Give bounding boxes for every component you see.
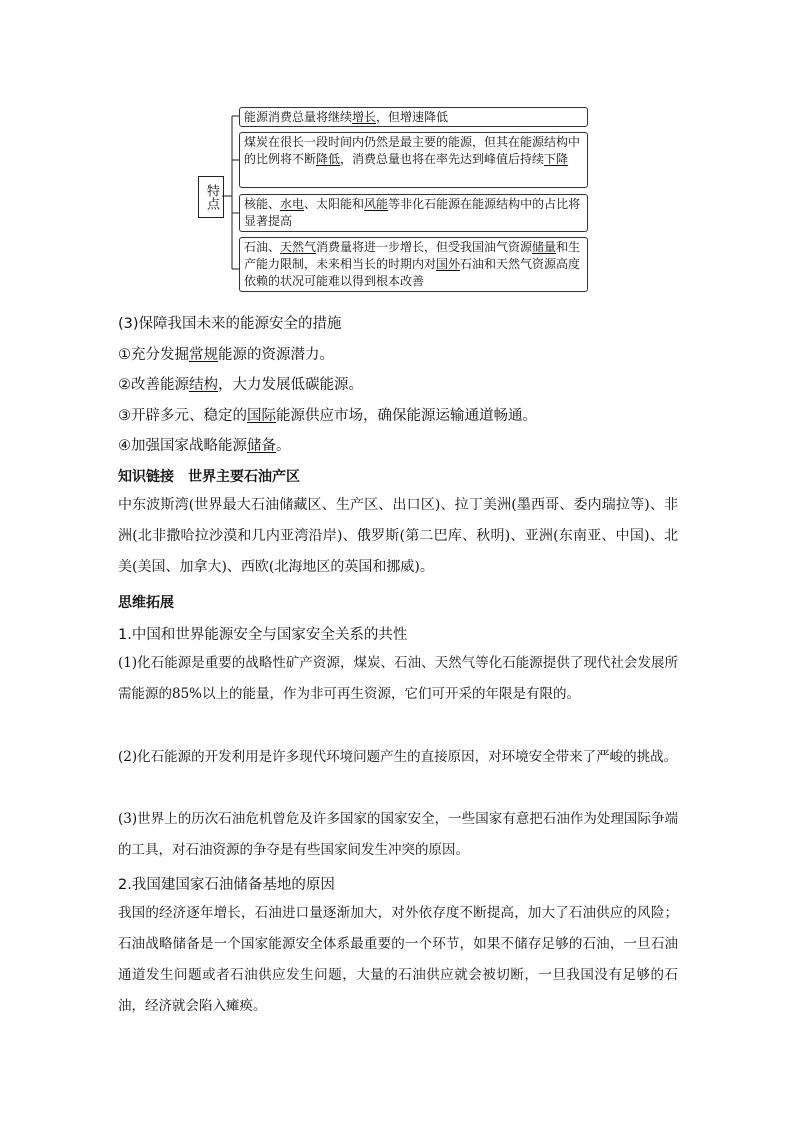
feature-text-2 <box>244 134 583 168</box>
underlined-keyword: 下降 <box>544 152 569 166</box>
text-segment: ，但增速降低 <box>376 110 449 124</box>
underlined-keyword: 储备 <box>247 438 276 454</box>
thinking-paragraph-2: (2)化石能源的开发利用是许多现代环境问题产生的直接原因，对环境安全带来了严峻的挑战。 <box>118 749 678 765</box>
text-segment: 能源供应市场，确保能源运输通道畅通。 <box>276 408 537 424</box>
underlined-keyword: 水电 <box>280 197 305 211</box>
text-segment: 石油和天然气资源高度依赖的状况可能难以得到根本改善 <box>244 257 581 288</box>
text-segment: 。 <box>276 438 291 454</box>
text-segment: ，大力发展低碳能源。 <box>218 377 363 393</box>
underlined-keyword: 天然气 <box>280 240 317 254</box>
text-segment: 消费量将进一步增长，但受我国油气资源 <box>316 240 533 254</box>
text-segment: 核能、 <box>244 197 281 211</box>
text-segment: ③开辟多元、稳定的 <box>118 408 247 424</box>
feature-box-2 <box>239 132 588 188</box>
feature-box-3 <box>239 194 588 232</box>
text-segment: ④加强国家战略能源 <box>118 438 247 454</box>
underlined-keyword: 常规 <box>189 347 218 363</box>
measure-item-2 <box>118 373 363 394</box>
thinking-heading: 思维拓展 <box>118 595 174 611</box>
underlined-keyword: 风能 <box>364 197 389 211</box>
underlined-keyword: 国际 <box>247 408 276 424</box>
thinking-paragraph-3: (3)世界上的历次石油危机曾危及许多国家的国家安全，一些国家有意把石油作为处理国际争端的工具，对石油资源的争夺是有些国家间发生冲突的原因。 <box>118 811 678 858</box>
feature-text-3 <box>244 196 583 230</box>
knowledge-text: 中东波斯湾(世界最大石油储藏区、生产区、出口区)、拉丁美洲(墨西哥、委内瑞拉等)、非洲(北非撒哈拉沙漠和几内亚湾沿岸)、俄罗斯(第二巴库、秋明)、亚洲(东南亚、中国)、北美(美国、加拿大)、西欧(北海地区的英国和挪威)。 <box>118 497 678 575</box>
features-label <box>198 176 224 218</box>
measure-item-1 <box>118 343 334 364</box>
text-segment: 和生产能力限制，未来相当长的时期内对 <box>244 240 581 271</box>
underlined-keyword: 国外 <box>436 257 461 271</box>
text-segment: 等非化石能源在能源结构中的占比将显著提高 <box>244 197 581 228</box>
text-segment: 煤炭在很长一段时间内仍然是最主要的能源，但其在能源结构中的比例将不断 <box>244 135 581 166</box>
text-segment: 能源的资源潜力。 <box>218 347 334 363</box>
text-segment: 、太阳能和 <box>304 197 365 211</box>
text-segment: ②改善能源 <box>118 377 189 393</box>
feature-text-4 <box>244 239 583 290</box>
underlined-keyword: 降低 <box>316 152 341 166</box>
thinking-paragraph-1: (1)化石能源是重要的战略性矿产资源，煤炭、石油、天然气等化石能源提供了现代社会发展所需能源的85%以上的能量，作为非可再生资源，它们可开采的年限是有限的。 <box>118 655 678 702</box>
knowledge-heading: 知识链接 世界主要石油产区 <box>118 469 300 485</box>
measures-title: (3)保障我国未来的能源安全的措施 <box>118 316 342 332</box>
thinking-subheading-2: 2.我国建国家石油储备基地的原因 <box>118 877 335 893</box>
text-segment: ①充分发掘 <box>118 347 189 363</box>
underlined-keyword: 结构 <box>189 377 218 393</box>
text-segment: 石油、 <box>244 240 281 254</box>
text-segment: 能源消费总量将继续 <box>244 110 353 124</box>
text-segment: ，消费总量也将在率先达到峰值后持续 <box>340 152 545 166</box>
underlined-keyword: 增长 <box>352 110 377 124</box>
feature-box-4 <box>239 237 588 292</box>
thinking-subheading-1: 1.中国和世界能源安全与国家安全关系的共性 <box>118 627 408 643</box>
underlined-keyword: 储量 <box>532 240 557 254</box>
features-diagram <box>198 104 598 294</box>
thinking-paragraph-4: 我国的经济逐年增长，石油进口量逐渐加大，对外依存度不断提高，加大了石油供应的风险；石油战略储备是一个国家能源安全体系最重要的一个环节，如果不储存足够的石油，一旦石油通道发生问题或者石油供应发生问题，大量的石油供应就会被切断，一旦我国没有足够的石油，经济就会陷入瘫痪。 <box>118 905 678 1014</box>
features-label-text: 特点 <box>204 184 219 210</box>
measure-item-3 <box>118 404 537 425</box>
feature-text-1 <box>244 109 583 126</box>
measure-item-4 <box>118 434 291 455</box>
feature-box-1 <box>239 107 588 127</box>
